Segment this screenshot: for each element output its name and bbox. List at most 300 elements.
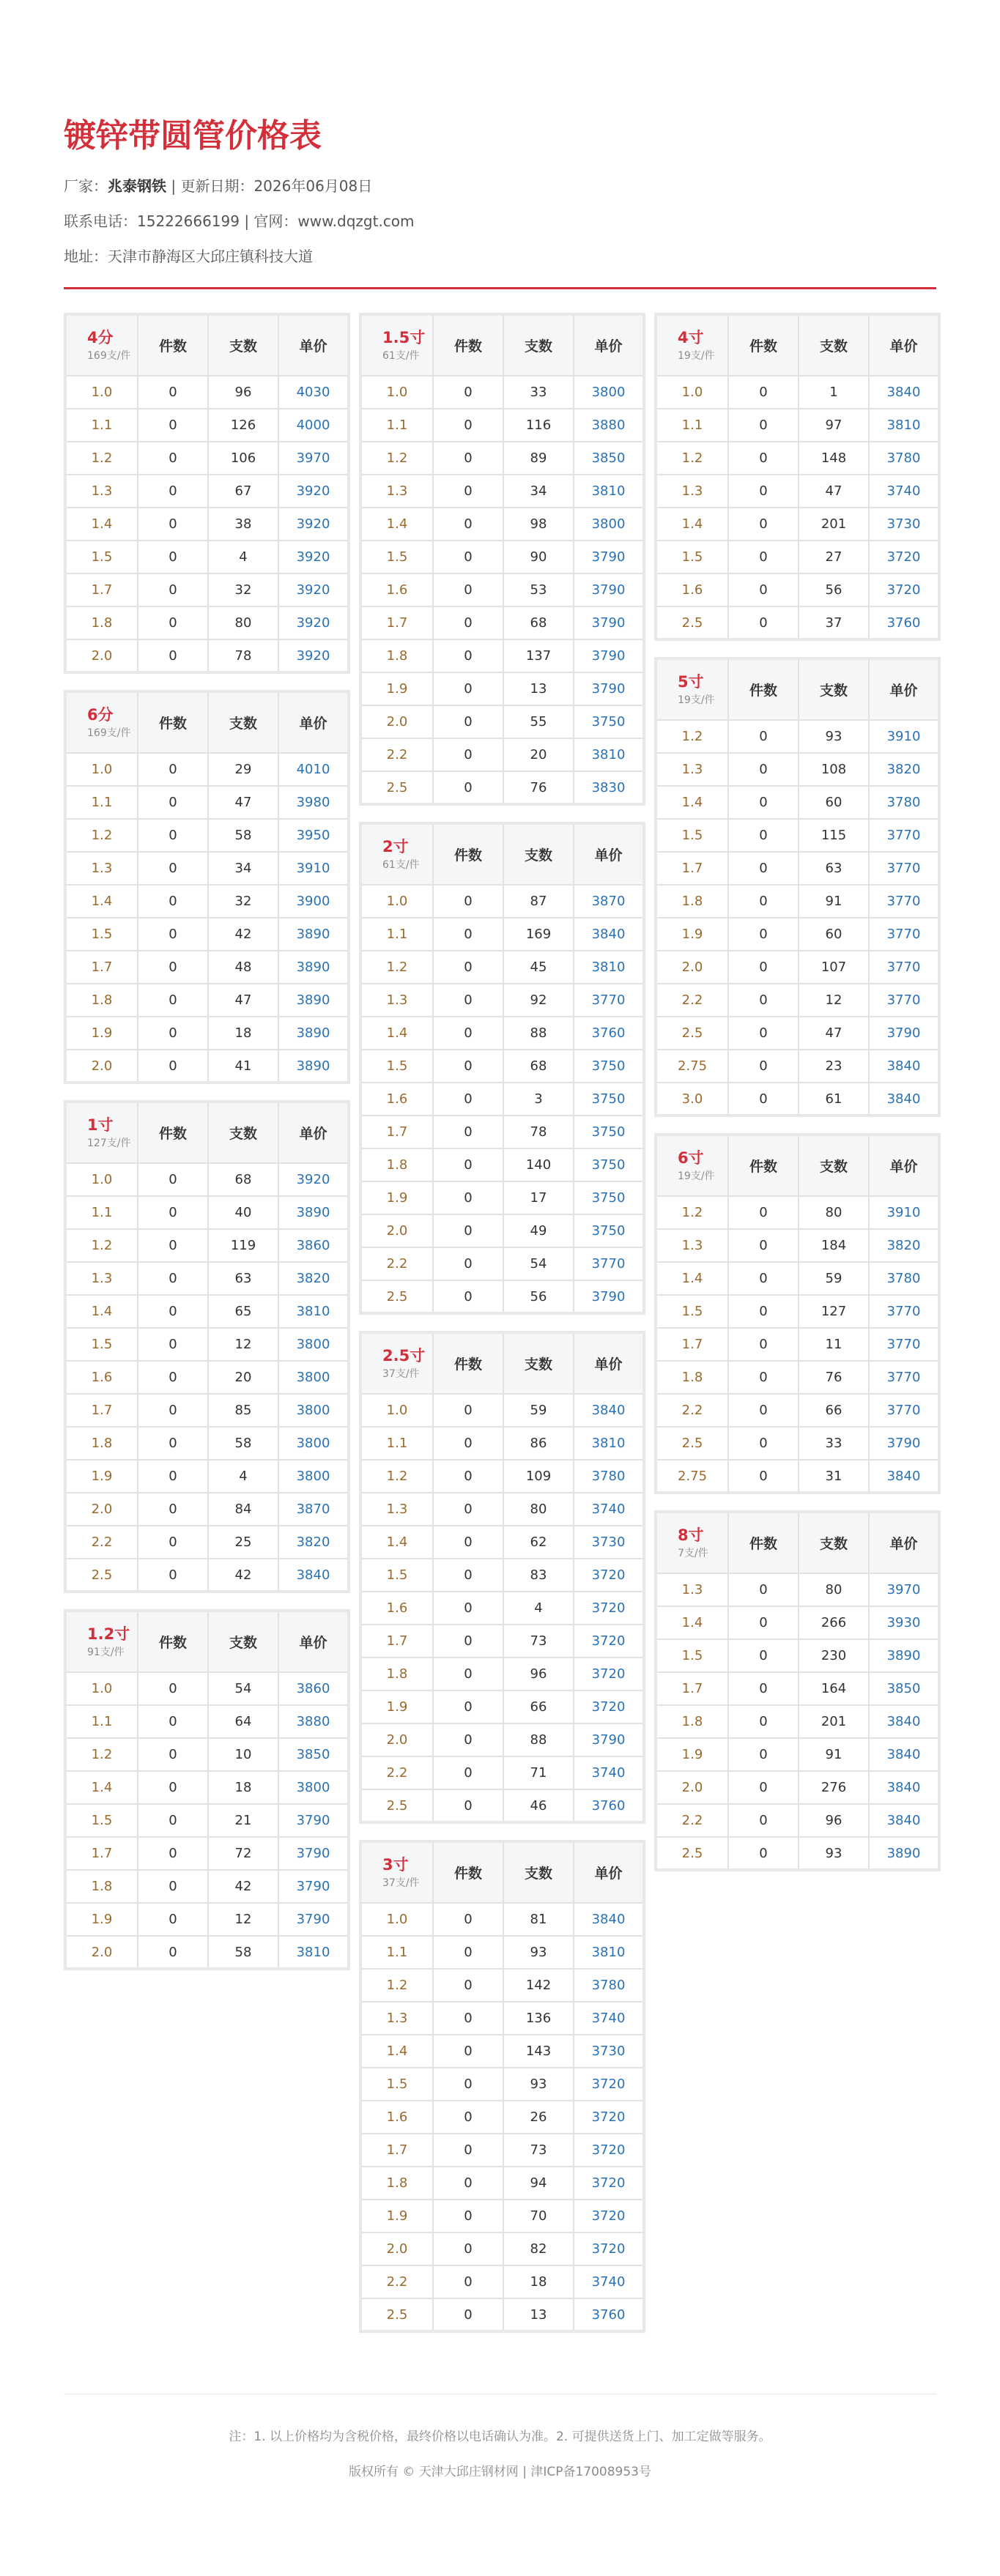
thickness-cell: 2.0 xyxy=(65,1050,138,1083)
pieces-cell: 0 xyxy=(433,1116,503,1148)
pieces-cell: 0 xyxy=(433,951,503,984)
thickness-cell: 1.8 xyxy=(656,1705,728,1738)
pieces-cell: 0 xyxy=(138,951,208,984)
price-cell: 3770 xyxy=(869,852,939,885)
price-cell: 3720 xyxy=(574,2232,644,2265)
footer-note: 注：1. 以上价格均为含税价格，最终价格以电话确认为准。2. 可提供送货上门、加工定做等服务。 xyxy=(229,2430,771,2444)
price-cell: 3900 xyxy=(278,885,349,918)
count-column-header: 支数 xyxy=(503,823,574,885)
pieces-cell: 0 xyxy=(433,918,503,951)
thickness-cell: 1.3 xyxy=(360,984,433,1017)
size-header-cell xyxy=(65,691,138,753)
update-date: | 更新日期：2026年06月08日 xyxy=(166,177,373,195)
price-cell: 3840 xyxy=(869,1050,939,1083)
pieces-cell: 0 xyxy=(138,475,208,508)
count-cell: 93 xyxy=(799,1837,869,1870)
pieces-cell: 0 xyxy=(433,2035,503,2068)
price-cell: 3770 xyxy=(869,984,939,1017)
thickness-cell: 2.75 xyxy=(656,1050,728,1083)
pieces-cell: 0 xyxy=(138,1361,208,1394)
thickness-cell: 1.2 xyxy=(656,442,728,475)
count-cell: 38 xyxy=(208,508,278,541)
thickness-cell: 2.5 xyxy=(360,771,433,804)
table-row xyxy=(65,1295,349,1328)
maker-line xyxy=(64,176,936,196)
count-cell: 136 xyxy=(503,2002,574,2035)
thickness-cell: 2.2 xyxy=(656,1804,728,1837)
thickness-cell: 1.4 xyxy=(360,2035,433,2068)
table-row xyxy=(656,819,939,852)
thickness-cell: 1.2 xyxy=(65,1738,138,1771)
pieces-cell: 0 xyxy=(433,984,503,1017)
price-cell: 3740 xyxy=(574,1756,644,1789)
thickness-cell: 1.5 xyxy=(65,1804,138,1837)
table-row xyxy=(656,606,939,639)
pieces-cell: 0 xyxy=(433,1427,503,1460)
pieces-cell: 0 xyxy=(728,1196,799,1229)
count-cell: 88 xyxy=(503,1723,574,1756)
count-cell: 46 xyxy=(503,1789,574,1822)
table-row xyxy=(656,1083,939,1116)
table-header-row xyxy=(360,1332,644,1394)
price-table xyxy=(654,1510,941,1871)
price-cell: 3720 xyxy=(574,1559,644,1592)
thickness-cell: 1.9 xyxy=(65,1460,138,1493)
thickness-cell: 1.4 xyxy=(656,786,728,819)
table-row xyxy=(656,1050,939,1083)
table-row xyxy=(360,1903,644,1936)
price-column-header: 单价 xyxy=(278,691,349,753)
count-cell: 201 xyxy=(799,508,869,541)
price-cell: 3840 xyxy=(869,1738,939,1771)
table-row xyxy=(360,672,644,705)
count-cell: 70 xyxy=(503,2200,574,2232)
thickness-cell: 1.3 xyxy=(656,475,728,508)
pieces-cell: 0 xyxy=(138,1738,208,1771)
pipe-size: 1.2寸 xyxy=(87,1625,130,1644)
thickness-cell: 1.5 xyxy=(65,918,138,951)
table-row xyxy=(65,1804,349,1837)
pieces-per-bundle: 61支/件 xyxy=(382,858,420,871)
count-cell: 37 xyxy=(799,606,869,639)
thickness-cell: 2.0 xyxy=(360,2232,433,2265)
pieces-cell: 0 xyxy=(728,1672,799,1705)
count-cell: 230 xyxy=(799,1639,869,1672)
table-row xyxy=(360,2134,644,2167)
thickness-cell: 1.2 xyxy=(65,442,138,475)
count-cell: 81 xyxy=(503,1903,574,1936)
pieces-cell: 0 xyxy=(138,1460,208,1493)
count-column-header: 支数 xyxy=(208,314,278,376)
thickness-cell: 2.2 xyxy=(360,1756,433,1789)
table-row xyxy=(360,1936,644,1969)
thickness-cell: 1.3 xyxy=(65,475,138,508)
thickness-cell: 1.7 xyxy=(65,951,138,984)
table-header-row xyxy=(656,1135,939,1196)
pieces-column-header: 件数 xyxy=(728,314,799,376)
thickness-cell: 1.4 xyxy=(656,508,728,541)
table-row xyxy=(360,1690,644,1723)
thickness-cell: 1.2 xyxy=(65,819,138,852)
count-cell: 54 xyxy=(208,1672,278,1705)
count-cell: 42 xyxy=(208,918,278,951)
table-row xyxy=(65,1493,349,1526)
price-column-header: 单价 xyxy=(869,1135,939,1196)
table-row xyxy=(656,1460,939,1493)
price-cell: 3930 xyxy=(869,1606,939,1639)
thickness-cell: 1.5 xyxy=(360,1050,433,1083)
table-row xyxy=(360,1723,644,1756)
footer-copyright: 版权所有 © 天津大邱庄钢材网 | 津ICP备17008953号 xyxy=(348,2465,651,2479)
pieces-cell: 0 xyxy=(433,1903,503,1936)
thickness-cell: 1.3 xyxy=(656,753,728,786)
pieces-cell: 0 xyxy=(138,442,208,475)
thickness-cell: 1.4 xyxy=(65,885,138,918)
price-cell: 3920 xyxy=(278,639,349,672)
count-cell: 55 xyxy=(503,705,574,738)
count-cell: 53 xyxy=(503,574,574,606)
table-row xyxy=(656,1017,939,1050)
pieces-cell: 0 xyxy=(138,1903,208,1936)
count-cell: 85 xyxy=(208,1394,278,1427)
table-row xyxy=(65,1936,349,1969)
thickness-cell: 1.1 xyxy=(360,1427,433,1460)
price-cell: 3800 xyxy=(574,508,644,541)
count-cell: 27 xyxy=(799,541,869,574)
thickness-cell: 1.8 xyxy=(65,984,138,1017)
price-cell: 3720 xyxy=(574,1690,644,1723)
price-cell: 3790 xyxy=(574,1280,644,1313)
pieces-cell: 0 xyxy=(138,1427,208,1460)
price-cell: 3890 xyxy=(278,1050,349,1083)
table-row xyxy=(360,1658,644,1690)
count-cell: 94 xyxy=(503,2167,574,2200)
table-row xyxy=(360,2232,644,2265)
thickness-cell: 1.8 xyxy=(656,885,728,918)
thickness-cell: 2.2 xyxy=(360,2265,433,2298)
pieces-cell: 0 xyxy=(138,508,208,541)
table-row xyxy=(656,1771,939,1804)
table-row xyxy=(360,1427,644,1460)
count-cell: 13 xyxy=(503,2298,574,2331)
price-cell: 3830 xyxy=(574,771,644,804)
count-cell: 148 xyxy=(799,442,869,475)
thickness-cell: 1.9 xyxy=(65,1903,138,1936)
thickness-cell: 1.9 xyxy=(360,2200,433,2232)
pieces-cell: 0 xyxy=(728,1394,799,1427)
table-row xyxy=(360,2101,644,2134)
maker-name: 兆泰钢铁 xyxy=(108,177,166,195)
pieces-cell: 0 xyxy=(433,1083,503,1116)
thickness-cell: 1.2 xyxy=(360,951,433,984)
price-cell: 3890 xyxy=(278,1017,349,1050)
table-row xyxy=(656,1427,939,1460)
count-cell: 56 xyxy=(799,574,869,606)
count-cell: 64 xyxy=(208,1705,278,1738)
price-cell: 4010 xyxy=(278,753,349,786)
count-cell: 62 xyxy=(503,1526,574,1559)
price-table xyxy=(64,313,350,674)
thickness-cell: 1.7 xyxy=(656,1328,728,1361)
pieces-cell: 0 xyxy=(433,1723,503,1756)
price-cell: 3720 xyxy=(574,2200,644,2232)
price-cell: 3720 xyxy=(574,2068,644,2101)
pieces-column-header: 件数 xyxy=(728,1512,799,1573)
price-cell: 3810 xyxy=(278,1936,349,1969)
pieces-cell: 0 xyxy=(138,1705,208,1738)
pieces-cell: 0 xyxy=(728,508,799,541)
table-row xyxy=(65,1870,349,1903)
price-cell: 3790 xyxy=(278,1870,349,1903)
price-cell: 3800 xyxy=(278,1427,349,1460)
price-cell: 3780 xyxy=(869,442,939,475)
thickness-cell: 1.2 xyxy=(360,1969,433,2002)
table-header-row xyxy=(360,1841,644,1903)
size-header-cell xyxy=(65,1102,138,1163)
price-cell: 3760 xyxy=(574,1789,644,1822)
pieces-cell: 0 xyxy=(433,475,503,508)
count-cell: 184 xyxy=(799,1229,869,1262)
pieces-cell: 0 xyxy=(433,1526,503,1559)
size-header-cell xyxy=(65,314,138,376)
pieces-cell: 0 xyxy=(433,1050,503,1083)
price-cell: 3800 xyxy=(278,1460,349,1493)
price-cell: 3820 xyxy=(278,1526,349,1559)
count-column-header: 支数 xyxy=(208,1611,278,1672)
count-cell: 106 xyxy=(208,442,278,475)
price-cell: 3810 xyxy=(574,1427,644,1460)
thickness-cell: 1.8 xyxy=(360,1148,433,1181)
table-row xyxy=(65,1705,349,1738)
price-table xyxy=(359,1331,645,1824)
header-divider xyxy=(64,287,936,289)
table-row xyxy=(360,1559,644,1592)
table-row xyxy=(360,541,644,574)
pieces-cell: 0 xyxy=(728,786,799,819)
thickness-cell: 1.4 xyxy=(360,508,433,541)
thickness-cell: 1.4 xyxy=(65,508,138,541)
table-row xyxy=(360,1789,644,1822)
price-column-header: 单价 xyxy=(869,658,939,720)
count-cell: 11 xyxy=(799,1328,869,1361)
count-cell: 58 xyxy=(208,819,278,852)
count-cell: 4 xyxy=(503,1592,574,1625)
price-column-header: 单价 xyxy=(869,314,939,376)
pieces-cell: 0 xyxy=(433,1394,503,1427)
thickness-cell: 1.9 xyxy=(360,1181,433,1214)
price-cell: 3950 xyxy=(278,819,349,852)
count-cell: 33 xyxy=(503,376,574,409)
count-cell: 89 xyxy=(503,442,574,475)
thickness-cell: 1.0 xyxy=(360,885,433,918)
table-row xyxy=(656,984,939,1017)
thickness-cell: 1.6 xyxy=(65,1361,138,1394)
price-cell: 3840 xyxy=(869,376,939,409)
thickness-cell: 2.0 xyxy=(656,951,728,984)
count-column-header: 支数 xyxy=(799,1135,869,1196)
price-cell: 3800 xyxy=(278,1361,349,1394)
count-cell: 71 xyxy=(503,1756,574,1789)
pieces-cell: 0 xyxy=(138,1559,208,1592)
thickness-cell: 1.5 xyxy=(360,541,433,574)
count-cell: 63 xyxy=(799,852,869,885)
thickness-cell: 2.0 xyxy=(360,1723,433,1756)
table-row xyxy=(65,1196,349,1229)
thickness-cell: 2.5 xyxy=(65,1559,138,1592)
price-cell: 3720 xyxy=(574,2167,644,2200)
pieces-cell: 0 xyxy=(433,1559,503,1592)
pieces-cell: 0 xyxy=(433,1181,503,1214)
thickness-cell: 1.4 xyxy=(65,1295,138,1328)
price-cell: 3840 xyxy=(574,1394,644,1427)
table-row xyxy=(65,984,349,1017)
pieces-cell: 0 xyxy=(138,918,208,951)
pieces-cell: 0 xyxy=(728,1050,799,1083)
count-cell: 82 xyxy=(503,2232,574,2265)
pieces-cell: 0 xyxy=(138,1771,208,1804)
pieces-cell: 0 xyxy=(433,2265,503,2298)
price-cell: 3810 xyxy=(574,475,644,508)
count-column-header: 支数 xyxy=(799,314,869,376)
count-cell: 31 xyxy=(799,1460,869,1493)
count-cell: 12 xyxy=(208,1903,278,1936)
count-cell: 20 xyxy=(208,1361,278,1394)
count-cell: 86 xyxy=(503,1427,574,1460)
table-row xyxy=(360,1592,644,1625)
count-cell: 266 xyxy=(799,1606,869,1639)
price-cell: 4030 xyxy=(278,376,349,409)
thickness-cell: 1.8 xyxy=(360,1658,433,1690)
price-cell: 3720 xyxy=(574,1625,644,1658)
count-cell: 33 xyxy=(799,1427,869,1460)
price-cell: 3770 xyxy=(574,1247,644,1280)
price-cell: 3720 xyxy=(869,574,939,606)
table-header-row xyxy=(65,691,349,753)
count-cell: 47 xyxy=(208,786,278,819)
pipe-size: 4分 xyxy=(87,329,114,347)
pieces-cell: 0 xyxy=(728,1017,799,1050)
price-cell: 3800 xyxy=(278,1328,349,1361)
pieces-per-bundle: 7支/件 xyxy=(678,1547,708,1559)
thickness-cell: 1.8 xyxy=(656,1361,728,1394)
pieces-column-header: 件数 xyxy=(138,1102,208,1163)
count-cell: 26 xyxy=(503,2101,574,2134)
table-column-left xyxy=(64,313,347,1970)
table-row xyxy=(360,1247,644,1280)
pieces-cell: 0 xyxy=(433,771,503,804)
price-cell: 3890 xyxy=(278,1196,349,1229)
count-cell: 93 xyxy=(503,2068,574,2101)
pieces-cell: 0 xyxy=(433,1214,503,1247)
price-cell: 3920 xyxy=(278,541,349,574)
table-header-row xyxy=(360,314,644,376)
pieces-cell: 0 xyxy=(728,720,799,753)
table-row xyxy=(360,2200,644,2232)
pieces-cell: 0 xyxy=(728,442,799,475)
table-header-row xyxy=(65,1102,349,1163)
thickness-cell: 1.2 xyxy=(656,1196,728,1229)
pieces-column-header: 件数 xyxy=(433,823,503,885)
pipe-size: 2寸 xyxy=(382,838,409,856)
thickness-cell: 1.1 xyxy=(65,786,138,819)
table-row xyxy=(65,1427,349,1460)
pieces-cell: 0 xyxy=(728,951,799,984)
price-cell: 3740 xyxy=(574,2265,644,2298)
table-row xyxy=(360,2002,644,2035)
table-row xyxy=(360,2265,644,2298)
pieces-cell: 0 xyxy=(138,1936,208,1969)
price-cell: 3860 xyxy=(278,1672,349,1705)
thickness-cell: 1.2 xyxy=(360,442,433,475)
table-row xyxy=(360,705,644,738)
count-cell: 59 xyxy=(799,1262,869,1295)
contact-line: 联系电话：15222666199 | 官网：www.dqzgt.com xyxy=(64,212,415,230)
table-row xyxy=(360,1280,644,1313)
price-cell: 3910 xyxy=(278,852,349,885)
count-cell: 91 xyxy=(799,885,869,918)
thickness-cell: 1.3 xyxy=(65,852,138,885)
count-cell: 116 xyxy=(503,409,574,442)
price-cell: 3800 xyxy=(278,1394,349,1427)
pieces-cell: 0 xyxy=(728,819,799,852)
table-column-right xyxy=(654,313,938,1871)
price-table xyxy=(654,657,941,1117)
table-row xyxy=(360,1460,644,1493)
table-row xyxy=(360,1969,644,2002)
thickness-cell: 1.7 xyxy=(360,1625,433,1658)
table-row xyxy=(656,1837,939,1870)
count-cell: 4 xyxy=(208,1460,278,1493)
pieces-cell: 0 xyxy=(138,376,208,409)
table-row xyxy=(360,1756,644,1789)
count-cell: 3 xyxy=(503,1083,574,1116)
price-cell: 3840 xyxy=(574,1903,644,1936)
table-row xyxy=(65,1672,349,1705)
table-row xyxy=(656,1229,939,1262)
pieces-per-bundle: 91支/件 xyxy=(87,1646,125,1658)
pieces-cell: 0 xyxy=(433,1148,503,1181)
table-row xyxy=(656,1738,939,1771)
pipe-size: 8寸 xyxy=(678,1526,704,1545)
count-cell: 137 xyxy=(503,639,574,672)
table-header-row xyxy=(65,314,349,376)
pipe-size: 6分 xyxy=(87,706,114,724)
pieces-cell: 0 xyxy=(138,1295,208,1328)
thickness-cell: 1.2 xyxy=(65,1229,138,1262)
count-cell: 68 xyxy=(503,606,574,639)
count-cell: 34 xyxy=(503,475,574,508)
price-cell: 3730 xyxy=(574,1526,644,1559)
thickness-cell: 1.3 xyxy=(65,1262,138,1295)
price-cell: 3800 xyxy=(278,1771,349,1804)
price-cell: 3890 xyxy=(278,951,349,984)
thickness-cell: 1.9 xyxy=(65,1017,138,1050)
price-cell: 3890 xyxy=(278,984,349,1017)
table-row xyxy=(360,475,644,508)
table-row xyxy=(656,376,939,409)
pieces-cell: 0 xyxy=(138,1804,208,1837)
count-cell: 47 xyxy=(208,984,278,1017)
pieces-cell: 0 xyxy=(728,1361,799,1394)
price-cell: 3730 xyxy=(869,508,939,541)
pieces-cell: 0 xyxy=(728,918,799,951)
count-cell: 60 xyxy=(799,786,869,819)
thickness-cell: 1.9 xyxy=(656,1738,728,1771)
count-cell: 109 xyxy=(503,1460,574,1493)
table-header-row xyxy=(656,658,939,720)
thickness-cell: 1.6 xyxy=(360,1592,433,1625)
count-cell: 17 xyxy=(503,1181,574,1214)
